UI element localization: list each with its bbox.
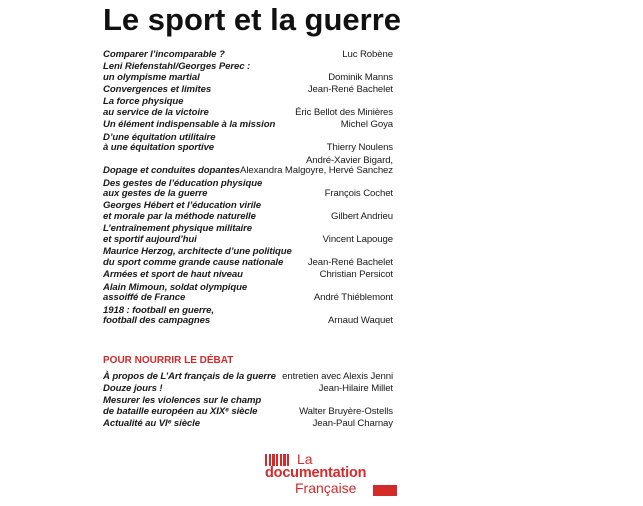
entry-title: À propos de L’Art français de la guerre <box>103 371 276 382</box>
page-title: Le sport et la guerre <box>103 2 402 37</box>
toc-entry <box>103 384 393 395</box>
debate-contents <box>103 372 393 430</box>
entry-title: Dopage et conduites dopantes <box>103 165 240 177</box>
entry-author: Gilbert Andrieu <box>331 211 393 223</box>
toc-entry <box>103 179 393 201</box>
toc-entry <box>103 120 393 131</box>
entry-author: Jean-Hilaire Millet <box>318 383 393 395</box>
entry-title: Leni Riefenstahl/Georges Perec : un olympisme martial <box>103 61 251 83</box>
logo-francaise: Française <box>295 480 357 496</box>
entry-author: André Thiéblemont <box>313 292 393 304</box>
logo-la: La <box>297 451 313 467</box>
entry-author: Jean-René Bachelet <box>307 84 393 96</box>
entry-author: Arnaud Waquet <box>327 315 393 327</box>
toc-entry <box>103 306 393 328</box>
entry-author: Thierry Noulens <box>326 142 393 154</box>
entry-title: Un élément indispensable à la mission <box>103 119 276 131</box>
entry-title: 1918 : football en guerre, football des campagnes <box>103 304 214 327</box>
toc-entry <box>103 419 393 430</box>
entry-title: Convergences et limites <box>103 84 212 96</box>
entry-title: Alain Mimoun, soldat olympique assoiffé de France <box>103 281 248 304</box>
entry-title: Armées et sport de haut niveau <box>103 269 243 281</box>
toc-entry <box>103 224 393 246</box>
entry-author: Éric Bellot des Minières <box>295 107 393 119</box>
entry-author: Dominik Manns <box>328 71 393 83</box>
toc-entry <box>103 97 393 119</box>
entry-title: La force physique au service de la victoire <box>103 96 209 119</box>
entry-author: Michel Goya <box>340 119 393 131</box>
entry-title: Douze jours ! <box>103 383 163 395</box>
toc-entry <box>103 156 393 178</box>
toc-entry <box>103 247 393 269</box>
publisher-logo <box>265 453 400 497</box>
toc-entry <box>103 85 393 96</box>
entry-title: Comparer l’incomparable ? <box>103 49 225 60</box>
logo-red-block <box>373 485 397 496</box>
toc-entry <box>103 133 393 155</box>
entry-author: François Cochet <box>324 188 393 200</box>
entry-author: Walter Bruyère-Ostells <box>299 406 393 418</box>
entry-author: Luc Robène <box>342 49 393 60</box>
toc-entry <box>103 396 393 418</box>
entry-author: André-Xavier Bigard, Alexandra Malgoyre, Hervé Sanchez <box>240 154 393 177</box>
toc-entry <box>103 372 393 383</box>
logo-documentation: documentation <box>265 465 367 481</box>
toc-entry <box>103 283 393 305</box>
entry-author: Christian Persicot <box>319 269 393 281</box>
entry-author: entretien avec Alexis Jenni <box>282 371 393 382</box>
toc-entry <box>103 270 393 281</box>
entry-author: Vincent Lapouge <box>322 234 393 246</box>
entry-title: Maurice Herzog, architecte d’une politique du sport comme grande cause nationale <box>103 246 292 269</box>
toc-entry <box>103 62 393 84</box>
toc-entry <box>103 201 393 223</box>
entry-title: Georges Hébert et l’éducation virile et morale par la méthode naturelle <box>103 200 261 223</box>
toc-entry <box>103 50 393 61</box>
section-heading: POUR NOURRIR LE DÉBAT <box>103 355 234 366</box>
entry-title: L’entraînement physique militaire et sportif aujourd’hui <box>103 223 252 246</box>
entry-title: Mesurer les violences sur le champ de bataille européen au XIXᵉ siècle <box>103 395 262 418</box>
entry-title: Des gestes de l’éducation physique aux gestes de la guerre <box>103 177 263 200</box>
entry-author: Jean-Paul Charnay <box>312 418 393 430</box>
entry-title: D’une équitation utilitaire à une équitation sportive <box>103 131 216 154</box>
entry-author: Jean-René Bachelet <box>307 257 393 269</box>
table-of-contents <box>103 50 393 327</box>
entry-title: Actualité au VIᵉ siècle <box>103 418 200 430</box>
